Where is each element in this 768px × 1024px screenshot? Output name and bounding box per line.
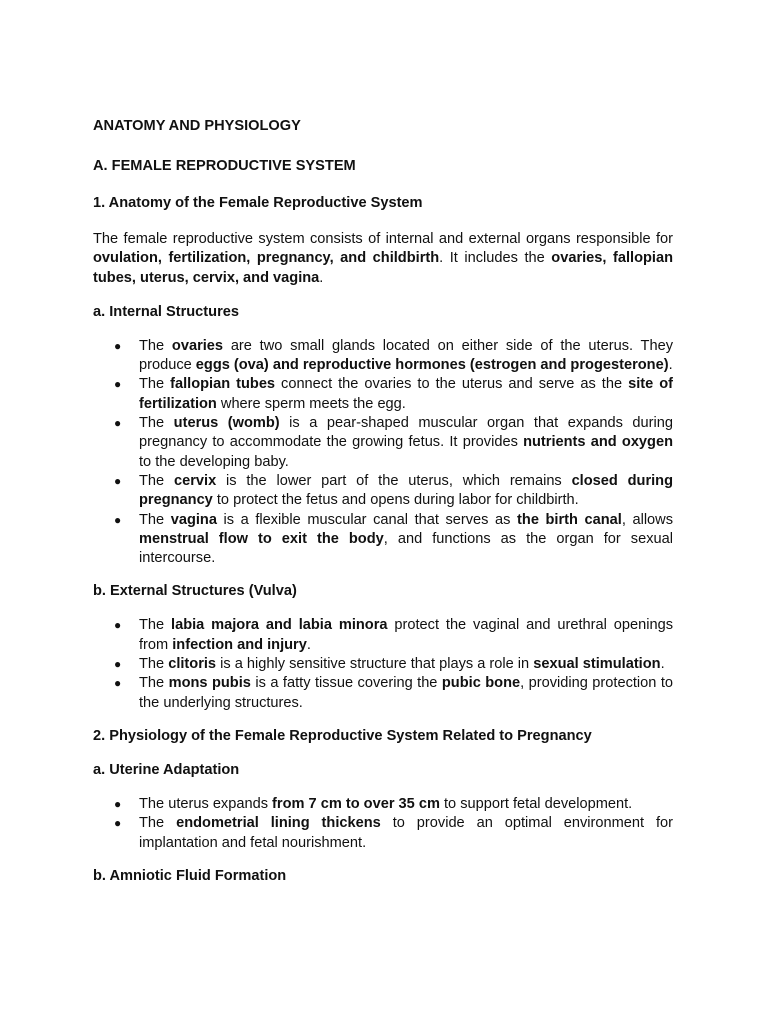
text-run: to the developing baby. bbox=[139, 453, 289, 470]
text-run: The bbox=[139, 376, 171, 393]
text-run: is a highly sensitive structure that plays a role in bbox=[216, 656, 534, 673]
text-run: . It includes the bbox=[439, 250, 552, 267]
text-run: The bbox=[139, 815, 177, 832]
heading-uterine-adaptation: a. Uterine Adaptation bbox=[93, 761, 240, 778]
list-item bbox=[114, 795, 673, 814]
bullet-icon: ● bbox=[114, 816, 122, 831]
text-run: is a flexible muscular canal that serves as bbox=[216, 511, 518, 528]
bullet-icon: ● bbox=[114, 416, 122, 431]
bold-text-run: mons pubis bbox=[168, 675, 251, 692]
section-heading-female-reproductive-system: A. FEMALE REPRODUCTIVE SYSTEM bbox=[93, 158, 356, 174]
text-run: The bbox=[139, 675, 169, 692]
bullet-icon: ● bbox=[114, 618, 122, 633]
list-item bbox=[114, 655, 673, 674]
internal-structures-list bbox=[93, 337, 673, 569]
bullet-icon: ● bbox=[114, 473, 122, 488]
heading-physiology: 2. Physiology of the Female Reproductive System Related to Pregnancy bbox=[93, 727, 592, 744]
intro-paragraph bbox=[93, 230, 673, 288]
bold-text-run: endometrial lining thickens bbox=[176, 815, 381, 832]
bold-text-run: uterus (womb) bbox=[173, 415, 280, 432]
bold-text-run: site of fertilization bbox=[139, 376, 673, 412]
text-run: are two small glands located on either side of the uterus. They produce bbox=[139, 337, 673, 374]
bold-text-run: menstrual flow to exit the body bbox=[139, 530, 384, 547]
text-run: , providing protection to the underlying structures. bbox=[139, 675, 674, 711]
list-item bbox=[114, 337, 673, 376]
bullet-icon: ● bbox=[114, 796, 122, 811]
bold-text-run: sexual stimulation bbox=[533, 656, 661, 673]
heading-external-structures: b. External Structures (Vulva) bbox=[93, 583, 297, 600]
list-item bbox=[114, 414, 673, 472]
bold-text-run: closed during pregnancy bbox=[139, 472, 674, 509]
bullet-icon: ● bbox=[114, 377, 122, 392]
text-run: , allows bbox=[621, 511, 674, 528]
bold-text-run: vagina bbox=[170, 511, 217, 528]
bold-text-run: from 7 cm to over 35 cm bbox=[272, 795, 440, 812]
list-item bbox=[114, 472, 674, 511]
bold-text-run: infection and injury bbox=[172, 636, 307, 653]
text-run: to support fetal development. bbox=[439, 795, 633, 812]
text-run: . bbox=[668, 357, 673, 374]
bold-text-run: ovulation, fertilization, pregnancy, and childbirth bbox=[93, 250, 440, 267]
heading-anatomy: 1. Anatomy of the Female Reproductive System bbox=[93, 195, 423, 211]
bold-text-run: eggs (ova) and reproductive hormones (estrogen and progesterone) bbox=[195, 357, 669, 374]
bold-text-run: labia majora and labia minora bbox=[171, 617, 388, 634]
text-run: is a pear-shaped muscular organ that expands during pregnancy to accommodate the growing fetus. It provides bbox=[139, 415, 673, 451]
bold-text-run: the birth canal bbox=[517, 511, 622, 528]
bold-text-run: ovaries, fallopian tubes, uterus, cervix, and vagina bbox=[93, 250, 674, 286]
list-item bbox=[114, 375, 673, 414]
text-run: is a fatty tissue covering the bbox=[250, 675, 442, 692]
bullet-icon: ● bbox=[114, 512, 122, 527]
document-title: ANATOMY AND PHYSIOLOGY bbox=[93, 118, 301, 134]
bold-text-run: nutrients and oxygen bbox=[523, 434, 673, 451]
text-run: protect the vaginal and urethral openings from bbox=[139, 617, 673, 653]
bold-text-run: ovaries bbox=[171, 337, 224, 354]
text-run: where sperm meets the egg. bbox=[216, 395, 406, 412]
text-run: , and functions as the organ for sexual intercourse. bbox=[139, 530, 673, 567]
text-run: . bbox=[660, 656, 665, 673]
bold-text-run: fallopian tubes bbox=[170, 376, 276, 393]
text-run: The bbox=[139, 472, 174, 489]
text-run: to provide an optimal environment for implantation and fetal nourishment. bbox=[139, 815, 674, 851]
bullet-icon: ● bbox=[114, 657, 122, 672]
text-run: The bbox=[139, 337, 172, 354]
list-item bbox=[114, 674, 674, 713]
bold-text-run: pubic bone bbox=[441, 675, 521, 692]
text-run: is the lower part of the uterus, which remains bbox=[216, 472, 572, 489]
list-item bbox=[114, 616, 673, 655]
bold-text-run: cervix bbox=[173, 472, 217, 489]
uterine-adaptation-list bbox=[93, 795, 673, 853]
text-run: The bbox=[139, 511, 171, 528]
list-item bbox=[114, 814, 674, 853]
text-run: The bbox=[139, 617, 172, 634]
text-run: connect the ovaries to the uterus and serve as the bbox=[275, 376, 629, 393]
text-run: . bbox=[306, 636, 311, 653]
text-run: to protect the fetus and opens during labor for childbirth. bbox=[212, 492, 579, 509]
text-run: The female reproductive system consists of internal and external organs responsible for bbox=[93, 231, 673, 247]
bullet-icon: ● bbox=[114, 676, 122, 691]
text-run: The bbox=[139, 415, 174, 432]
list-item bbox=[114, 511, 674, 569]
bullet-icon: ● bbox=[114, 338, 122, 353]
text-run: The uterus expands bbox=[139, 795, 273, 812]
heading-internal-structures: a. Internal Structures bbox=[93, 303, 239, 320]
bold-text-run: clitoris bbox=[168, 656, 217, 673]
text-run: The bbox=[139, 656, 169, 673]
heading-amniotic-fluid: b. Amniotic Fluid Formation bbox=[93, 867, 287, 884]
external-structures-list bbox=[93, 616, 673, 712]
text-run: . bbox=[319, 269, 324, 286]
